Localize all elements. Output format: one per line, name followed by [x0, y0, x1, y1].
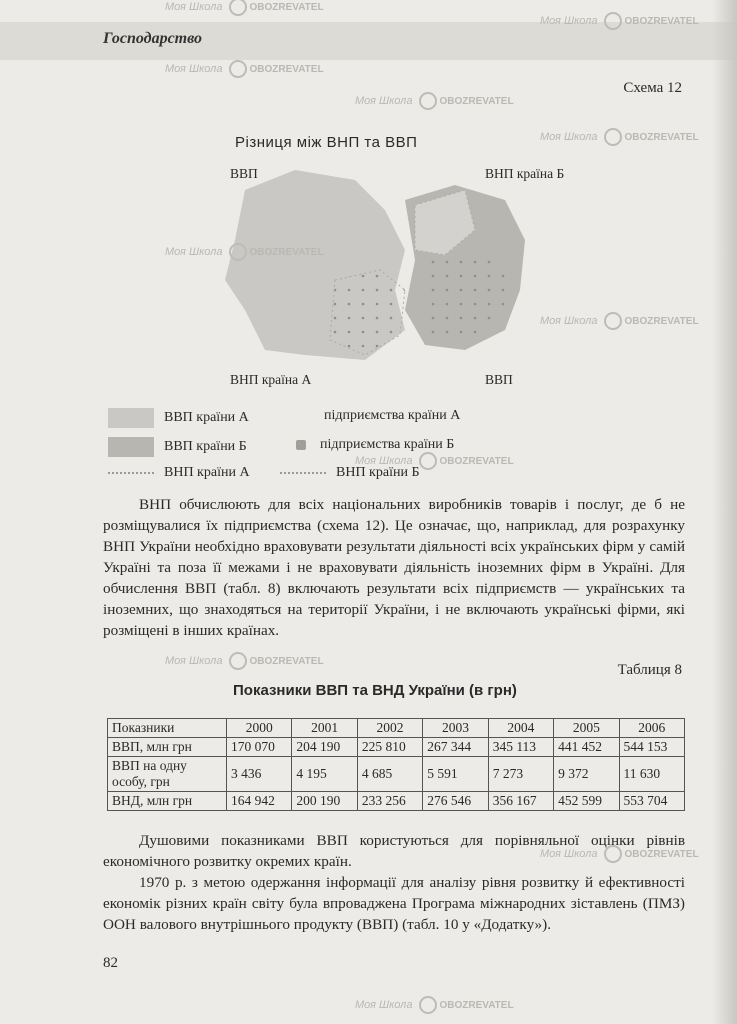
table-row [108, 792, 685, 811]
legend-item-gdp-b [108, 437, 247, 457]
table-cell: 9 372 [554, 757, 619, 792]
watermark-logo-icon [419, 452, 437, 470]
watermark: Моя Школа OBOZREVATEL [540, 12, 699, 30]
watermark: Моя Школа OBOZREVATEL [355, 92, 514, 110]
legend-item-gdp-a [108, 408, 249, 428]
table-cell: 225 810 [357, 738, 422, 757]
table-cell: 441 452 [554, 738, 619, 757]
table-cell: 11 630 [619, 757, 684, 792]
gdp-table [107, 718, 685, 811]
running-head: Господарство [103, 30, 203, 47]
legend-swatch-gdp-a [108, 408, 154, 428]
table-header-cell: 2004 [488, 719, 553, 738]
table-cell: ВВП, млн грн [108, 738, 227, 757]
table-cell: 7 273 [488, 757, 553, 792]
legend-label-gnp-b: ВНП країни Б [336, 465, 420, 480]
table-cell: 233 256 [357, 792, 422, 811]
table-row [108, 738, 685, 757]
table-cell: 544 153 [619, 738, 684, 757]
watermark-logo-icon [229, 243, 247, 261]
table-header-cell: 2005 [554, 719, 619, 738]
table-row [108, 757, 685, 792]
schema-label: Схема 12 [623, 80, 682, 96]
table-cell: 4 195 [292, 757, 357, 792]
watermark-logo-icon [604, 12, 622, 30]
table-header-cell: 2001 [292, 719, 357, 738]
table-header-cell: 2003 [423, 719, 488, 738]
map-label-gnp-a: ВНП країна А [230, 372, 312, 387]
watermark-logo-icon [604, 845, 622, 863]
map-label-gdp-right: ВВП [485, 372, 513, 387]
watermark: Моя Школа OBOZREVATEL [540, 312, 699, 330]
legend-label-gdp-a: ВВП країни А [164, 410, 249, 425]
table-cell: 4 685 [357, 757, 422, 792]
watermark: Моя Школа OBOZREVATEL [540, 845, 699, 863]
watermark: Моя Школа OBOZREVATEL [165, 652, 324, 670]
countries-map [205, 160, 545, 380]
legend-label-gnp-a: ВНП країни А [164, 465, 250, 480]
legend-label-gdp-b: ВВП країни Б [164, 439, 247, 454]
table-header-cell: Показники [108, 719, 227, 738]
table-cell: 345 113 [488, 738, 553, 757]
watermark-logo-icon [229, 0, 247, 16]
watermark: Моя Школа OBOZREVATEL [165, 243, 324, 261]
table-label: Таблиця 8 [617, 662, 682, 678]
legend-item-firms-b [296, 437, 454, 453]
paragraph-icp: 1970 р. з метою одержання інформації для аналізу рівня розвитку й ефективності економік різних країн світу була впроваджена Програма міжнародних зіставлень (ПМЗ) ООН валового внутрішнього продукту (ВВП) (табл. 10 у «Додатку»). [103, 874, 685, 933]
table-cell: 3 436 [227, 757, 292, 792]
watermark-logo-icon [604, 128, 622, 146]
page-edge-shadow [712, 0, 737, 1024]
watermark-logo-icon [604, 312, 622, 330]
legend-label-firms-b: підприємства країни Б [320, 437, 455, 452]
table-cell: 452 599 [554, 792, 619, 811]
table-cell: 164 942 [227, 792, 292, 811]
table-header-cell: 2002 [357, 719, 422, 738]
paragraph-per-capita: Душовими показниками ВВП користуються для порівняльної оцінки рівнів економічного розвитку окремих країн. [103, 832, 685, 870]
table-cell: 5 591 [423, 757, 488, 792]
legend-item-gnp-a [108, 465, 250, 481]
watermark-logo-icon [419, 92, 437, 110]
table-cell: 356 167 [488, 792, 553, 811]
map-label-gnp-b: ВНП країна Б [485, 166, 565, 181]
diagram-title: Різниця між ВНП та ВВП [235, 134, 418, 151]
legend-swatch-firms-b [296, 440, 306, 450]
paragraph-gnp-explanation: ВНП обчислюють для всіх національних виробників товарів і послуг, де б не розміщувалися їх підприємства (схема 12). Це означає, що, наприклад, для розрахунку ВНП України необхідно враховувати результати діяльності всіх українських фірм у самій Україні та поза її межами і не враховувати діяльність іноземних фірм в Україні. Для обчислення ВВП (табл. 8) включають результати всіх підприємств — українських та іноземних, що знаходяться на території України, і не включають українські фірми, які розміщені в інших країнах. [103, 496, 685, 639]
table-cell: 200 190 [292, 792, 357, 811]
legend-swatch-gdp-b [108, 437, 154, 457]
watermark: Моя Школа OBOZREVATEL [165, 60, 324, 78]
table-header-cell: 2006 [619, 719, 684, 738]
table-cell: 267 344 [423, 738, 488, 757]
watermark-logo-icon [419, 996, 437, 1014]
table-cell: 204 190 [292, 738, 357, 757]
legend-item-firms-a [300, 408, 460, 424]
watermark: Моя Школа OBOZREVATEL [540, 128, 699, 146]
table-cell: 553 704 [619, 792, 684, 811]
page-number: 82 [103, 955, 118, 971]
table-title: Показники ВВП та ВНД України (в грн) [233, 682, 517, 699]
map-label-gdp-left: ВВП [230, 166, 258, 181]
country-b-firms-in-a [330, 270, 405, 355]
table-cell: ВВП на одну особу, грн [108, 757, 227, 792]
table-cell: 170 070 [227, 738, 292, 757]
legend-swatch-gnp-a [108, 472, 154, 474]
watermark-logo-icon [229, 60, 247, 78]
watermark: Моя Школа OBOZREVATEL [355, 452, 514, 470]
legend-swatch-gnp-b [280, 472, 326, 474]
table-header-row [108, 719, 685, 738]
watermark-logo-icon [229, 652, 247, 670]
table-header-cell: 2000 [227, 719, 292, 738]
table-cell: 276 546 [423, 792, 488, 811]
legend-label-firms-a: підприємства країни А [324, 408, 461, 423]
watermark: Моя Школа OBOZREVATEL [165, 0, 324, 16]
watermark: Моя Школа OBOZREVATEL [355, 996, 514, 1014]
table-cell: ВНД, млн грн [108, 792, 227, 811]
